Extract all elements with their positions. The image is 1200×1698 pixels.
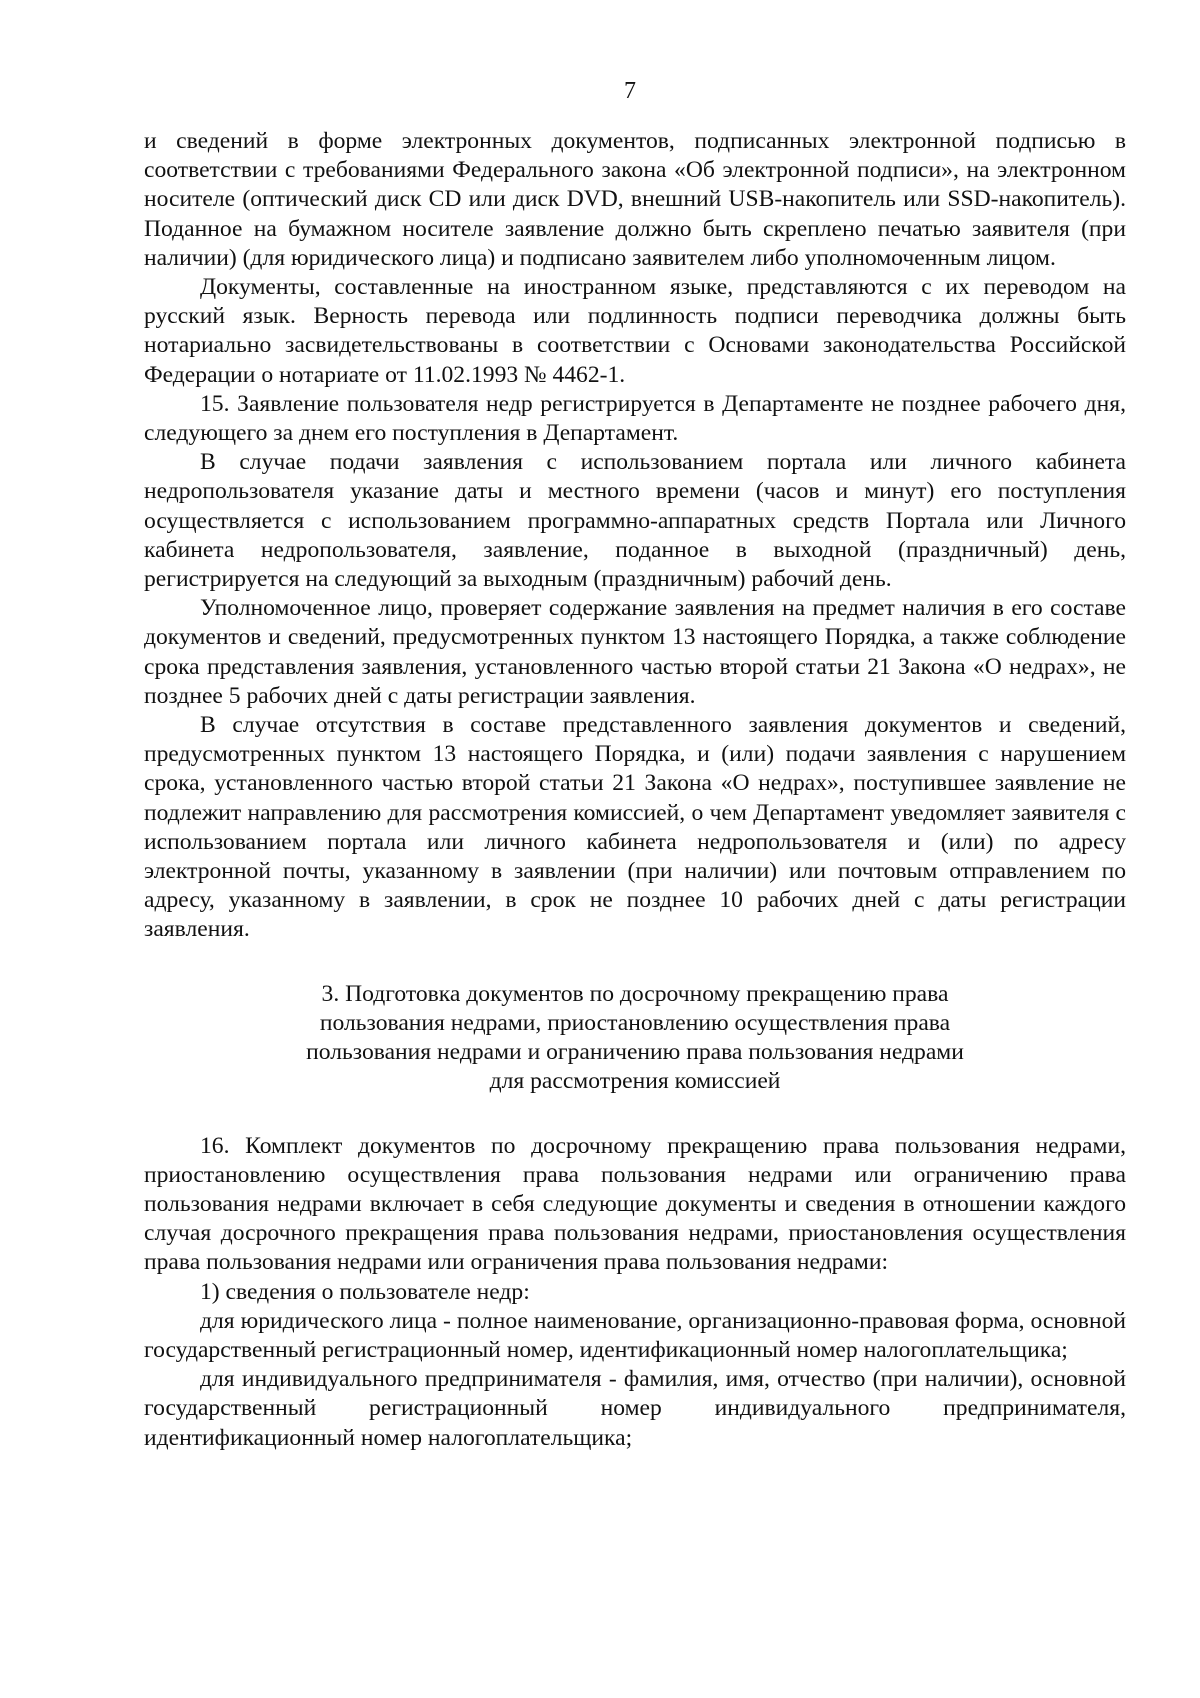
section-heading-line: пользования недрами и ограничению права пользования недрами [306, 1039, 964, 1066]
section-heading-3 [144, 980, 1126, 1097]
paragraph-item-15: 15. Заявление пользователя недр регистрируется в Департаменте не позднее рабочего дня, следующего за днем его поступления в Департамент. [144, 390, 1126, 447]
paragraph-item-16: 16. Комплект документов по досрочному прекращению права пользования недрами, приостановлению осуществления права пользования недрами или ограничению права пользования недрами включает в себя следующие документы и сведения в отношении каждого случая досрочного прекращения права пользования недрами, приостановления осуществления права пользования недрами или ограничения права пользования недрами: [144, 1132, 1126, 1276]
paragraph-foreign-documents: Документы, составленные на иностранном языке, представляются с их переводом на русский язык. Верность перевода или подлинность подписи переводчика должны быть нотариально засвидетельствованы в соответствии с Основами законодательства Российской Федерации о нотариате от 11.02.1993 № 4462-1. [144, 274, 1126, 388]
paragraph-authorized-person-check: Уполномоченное лицо, проверяет содержание заявления на предмет наличия в его составе документов и сведений, предусмотренных пунктом 13 настоящего Порядка, а также соблюдение срока представления заявления, установленного частью второй статьи 21 Закона «О недрах», не позднее 5 рабочих дней с даты регистрации заявления. [144, 595, 1126, 709]
document-body [144, 127, 1126, 1453]
page-number: 7 [624, 78, 636, 104]
section-heading-line: для рассмотрения комиссией [489, 1068, 781, 1095]
section-heading-line: 3. Подготовка документов по досрочному прекращению права [321, 980, 949, 1007]
paragraph-legal-entity: для юридического лица - полное наименование, организационно-правовая форма, основной государственный регистрационный номер, идентификационный номер налогоплательщика; [144, 1307, 1126, 1363]
paragraph-individual-entrepreneur: для индивидуального предпринимателя - фамилия, имя, отчество (при наличии), основной государственный регистрационный номер индивидуального предпринимателя, идентификационный номер налогоплательщика; [144, 1366, 1126, 1451]
paragraph-continuation: и сведений в форме электронных документов, подписанных электронной подписью в соответствии с требованиями Федерального закона «Об электронной подписи», на электронном носителе (оптический диск CD или диск DVD, внешний USB-накопитель или SSD-накопитель). Поданное на бумажном носителе заявление должно быть скреплено печатью заявителя (при наличии) (для юридического лица) и подписано заявителем либо уполномоченным лицом. [144, 128, 1126, 271]
section-heading-line: пользования недрами, приостановлению осуществления права [319, 1009, 951, 1036]
paragraph-subitem-1: 1) сведения о пользователе недр: [200, 1278, 530, 1305]
paragraph-rejection-notice: В случае отсутствия в составе представленного заявления документов и сведений, предусмотренных пунктом 13 настоящего Порядка, и (или) подачи заявления с нарушением срока, установленного частью второй статьи 21 Закона «О недрах», поступившее заявление не подлежит направлению для рассмотрения комиссией, о чем Департамент уведомляет заявителя с использованием портала или личного кабинета недропользователя и (или) по адресу электронной почты, указанному в заявлении (при наличии) или почтовым отправлением по адресу, указанному в заявлении, в срок не позднее 10 рабочих дней с даты регистрации заявления. [144, 712, 1126, 943]
paragraph-portal-registration: В случае подачи заявления с использованием портала или личного кабинета недропользователя указание даты и местного времени (часов и минут) его поступления осуществляется с использованием программно-аппаратных средств Портала или Личного кабинета недропользователя, заявление, поданное в выходной (праздничный) день, регистрируется на следующий за выходным (праздничным) рабочий день. [144, 449, 1126, 593]
